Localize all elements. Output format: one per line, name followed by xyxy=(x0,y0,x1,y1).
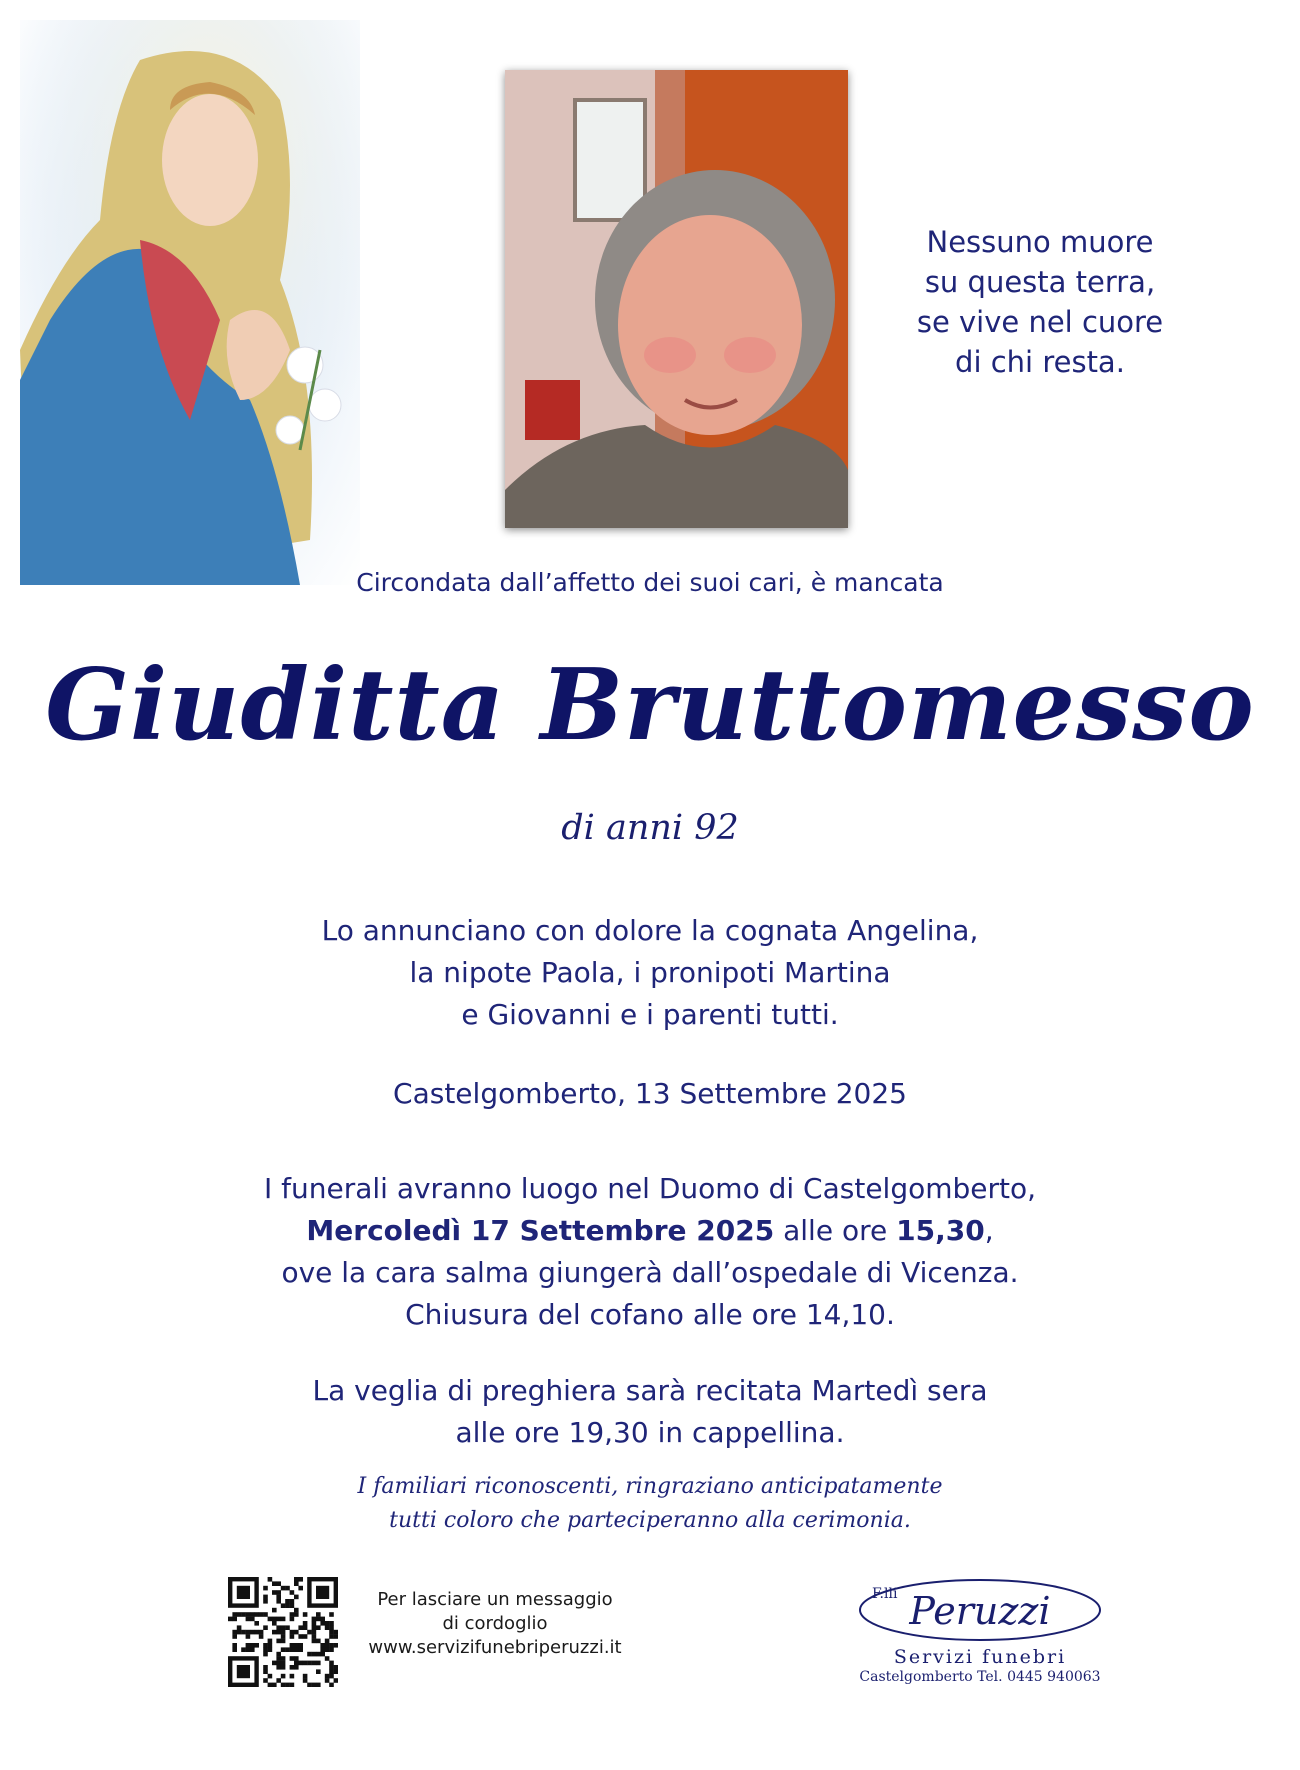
condolence-website[interactable]: www.servizifunebriperuzzi.it xyxy=(368,1637,622,1658)
logo-subtitle xyxy=(800,1646,1160,1686)
announcement-line: la nipote Paola, i pronipoti Martina xyxy=(409,956,891,989)
logo-small-text: F.lli xyxy=(872,1586,898,1602)
announcement xyxy=(150,910,1150,1036)
thanks-line: tutti coloro che parteciperanno alla cerimonia. xyxy=(389,1508,911,1533)
qr-code[interactable] xyxy=(228,1577,338,1687)
funeral-time-suffix: , xyxy=(984,1214,994,1247)
funeral-datetime-line xyxy=(100,1210,1200,1252)
quote-line: su questa terra, xyxy=(924,265,1156,299)
logo-brand-text: Peruzzi xyxy=(909,1589,1051,1633)
deceased-name: Giuditta Bruttomesso xyxy=(45,648,1255,763)
condolence-line: di cordoglio xyxy=(442,1613,548,1634)
quote-line: se vive nel cuore xyxy=(916,305,1164,339)
funeral-time-prefix: alle ore xyxy=(774,1214,897,1247)
condolence-line: Per lasciare un messaggio xyxy=(377,1589,613,1610)
announcement-line: Lo annunciano con dolore la cognata Angelina, xyxy=(321,914,979,947)
thanks-line: I familiari riconoscenti, ringraziano anticipatamente xyxy=(357,1474,943,1499)
vigil-line: La veglia di preghiera sarà recitata Martedì sera xyxy=(312,1374,988,1407)
quote-line: di chi resta. xyxy=(955,345,1125,379)
funeral-line: Chiusura del cofano alle ore 14,10. xyxy=(405,1298,895,1331)
funeral-line: ove la cara salma giungerà dall’ospedale di Vicenza. xyxy=(281,1256,1019,1289)
intro-text: Circondata dall’affetto dei suoi cari, è mancata xyxy=(356,568,944,597)
madonna-image xyxy=(20,20,360,585)
funeral-time: 15,30 xyxy=(896,1214,985,1247)
quote-line: Nessuno muore xyxy=(926,225,1154,259)
place-date: Castelgomberto, 13 Settembre 2025 xyxy=(393,1077,907,1110)
funeral-details xyxy=(100,1168,1200,1336)
logo-services: Servizi funebri xyxy=(893,1646,1067,1668)
funeral-date: Mercoledì 17 Settembre 2025 xyxy=(306,1214,775,1247)
condolence-message xyxy=(340,1588,650,1660)
vigil-line: alle ore 19,30 in cappellina. xyxy=(455,1416,845,1449)
thanks-note xyxy=(150,1470,1150,1538)
announcement-line: e Giovanni e i parenti tutti. xyxy=(461,998,839,1031)
vigil-details xyxy=(150,1370,1150,1454)
funeral-line: I funerali avranno luogo nel Duomo di Castelgomberto, xyxy=(263,1172,1037,1205)
deceased-age: di anni 92 xyxy=(561,808,739,848)
logo-contact: Castelgomberto Tel. 0445 940063 xyxy=(859,1669,1101,1685)
portrait-photo xyxy=(505,70,848,528)
peruzzi-logo xyxy=(850,1568,1110,1648)
memorial-quote xyxy=(870,222,1210,382)
